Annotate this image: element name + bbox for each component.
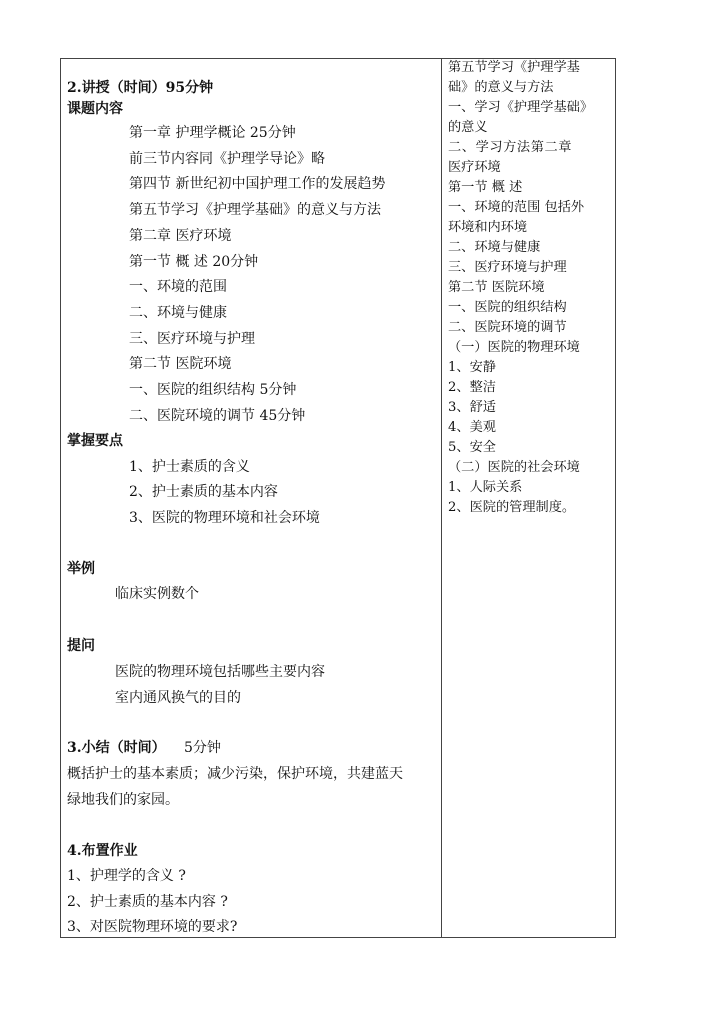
course-item: 二、环境与健康 [129,305,227,321]
course-item: 第一章 护理学概论 25分钟 [129,125,296,141]
course-item: 第二章 医疗环境 [129,228,232,244]
note-line: 1、安静 [448,360,496,375]
examples-text: 临床实例数个 [115,586,199,602]
teaching-process-column [67,58,439,938]
note-line: 二、环境与健康 [448,240,541,255]
note-line: 一、医院的组织结构 [448,300,567,315]
note-line: 2、整洁 [448,380,496,395]
section2-heading: 2.讲授（时间）95分钟 [67,80,214,96]
course-content-label: 课题内容 [67,101,123,117]
key-point-item: 3、医院的物理环境和社会环境 [129,510,320,526]
course-item: 三、医疗环境与护理 [129,331,255,347]
column-divider [441,58,442,938]
examples-label: 举例 [67,561,95,577]
note-line: 环境和内环境 [448,220,528,235]
key-point-item: 2、护士素质的基本内容 [129,484,278,500]
course-item: 第二节 医院环境 [129,356,232,372]
note-line: （二）医院的社会环境 [448,460,580,475]
questions-label: 提问 [67,638,95,654]
course-item: 二、医院环境的调节 45分钟 [129,408,306,424]
course-item: 第五节学习《护理学基础》的意义与方法 [129,202,381,218]
homework-item: 3、对医院物理环境的要求? [67,919,238,935]
note-line: 一、学习《护理学基础》 [448,100,594,115]
course-item: 第一节 概 述 20分钟 [129,254,259,270]
question-item: 医院的物理环境包括哪些主要内容 [115,664,325,680]
note-line: 第一节 概 述 [448,180,523,195]
note-line: 三、医疗环境与护理 [448,260,567,275]
note-line: 第五节学习《护理学基 [448,60,580,75]
note-line: 一、环境的范围 包括外 [448,200,585,215]
course-item: 一、医院的组织结构 5分钟 [129,382,297,398]
homework-item: 1、护理学的含义 ? [67,868,186,884]
note-line: （一）医院的物理环境 [448,340,580,355]
note-line: 医疗环境 [448,160,501,175]
note-line: 二、学习方法第二章 [448,140,573,155]
note-line: 的意义 [448,120,488,135]
key-points-label: 掌握要点 [67,433,123,449]
key-point-item: 1、护士素质的含义 [129,459,250,475]
note-line: 二、医院环境的调节 [448,320,567,335]
note-line: 5、安全 [448,440,496,455]
note-line: 4、美观 [448,420,496,435]
homework-heading: 4.布置作业 [67,843,138,859]
homework-item: 2、护士素质的基本内容 ? [67,894,228,910]
course-item: 第四节 新世纪初中国护理工作的发展趋势 [129,176,386,192]
note-line: 第二节 医院环境 [448,280,545,295]
summary-heading: 3.小结（时间） [67,740,166,756]
summary-line: 绿地我们的家园。 [67,792,179,808]
note-line: 2、医院的管理制度。 [448,500,576,515]
course-item: 前三节内容同《护理学导论》略 [129,151,325,167]
note-line: 础》的意义与方法 [448,80,554,95]
note-line: 3、舒适 [448,400,496,415]
course-item: 一、环境的范围 [129,279,227,295]
note-line: 1、人际关系 [448,480,523,495]
notes-column [448,58,614,938]
summary-line: 概括护士的基本素质；减少污染，保护环境，共建蓝天 [67,766,403,782]
summary-time: 5分钟 [184,740,221,756]
question-item: 室内通风换气的目的 [115,690,241,706]
